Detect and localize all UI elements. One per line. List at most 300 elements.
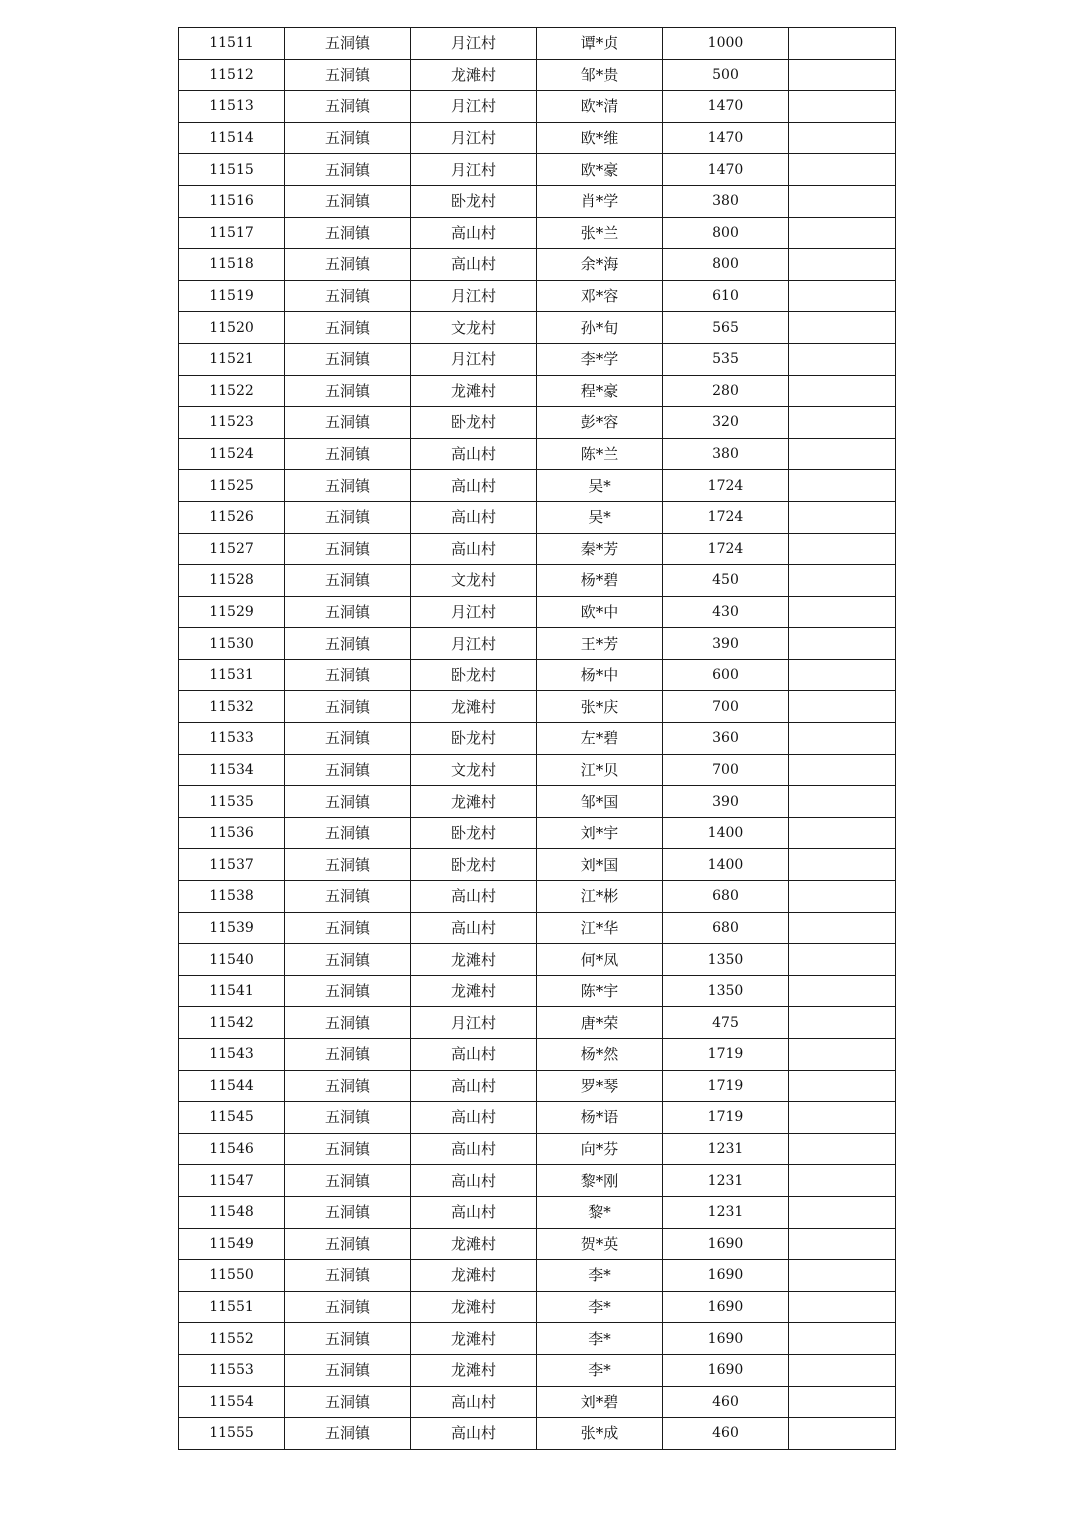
cell-person-name: 彭*容 <box>537 407 663 439</box>
cell-village: 高山村 <box>411 501 537 533</box>
cell-town: 五洞镇 <box>285 1165 411 1197</box>
table-row <box>179 849 896 881</box>
cell-village: 高山村 <box>411 470 537 502</box>
cell-serial-number: 11511 <box>179 28 285 60</box>
table-body <box>179 28 896 1450</box>
cell-person-name: 左*碧 <box>537 723 663 755</box>
cell-village: 月江村 <box>411 122 537 154</box>
cell-town: 五洞镇 <box>285 1386 411 1418</box>
cell-person-name: 吴* <box>537 470 663 502</box>
cell-village: 高山村 <box>411 1070 537 1102</box>
cell-remark <box>789 28 896 60</box>
cell-town: 五洞镇 <box>285 975 411 1007</box>
cell-village: 高山村 <box>411 1196 537 1228</box>
table-row <box>179 1070 896 1102</box>
cell-amount: 430 <box>663 596 789 628</box>
cell-remark <box>789 312 896 344</box>
cell-town: 五洞镇 <box>285 407 411 439</box>
cell-remark <box>789 691 896 723</box>
cell-town: 五洞镇 <box>285 501 411 533</box>
cell-village: 龙滩村 <box>411 59 537 91</box>
cell-amount: 390 <box>663 786 789 818</box>
table-row <box>179 659 896 691</box>
cell-remark <box>789 470 896 502</box>
cell-serial-number: 11552 <box>179 1323 285 1355</box>
cell-serial-number: 11529 <box>179 596 285 628</box>
cell-remark <box>789 154 896 186</box>
cell-amount: 1350 <box>663 975 789 1007</box>
cell-amount: 460 <box>663 1418 789 1450</box>
cell-remark <box>789 1039 896 1071</box>
cell-serial-number: 11541 <box>179 975 285 1007</box>
cell-amount: 280 <box>663 375 789 407</box>
cell-serial-number: 11554 <box>179 1386 285 1418</box>
cell-person-name: 欧*豪 <box>537 154 663 186</box>
cell-amount: 1690 <box>663 1260 789 1292</box>
cell-remark <box>789 817 896 849</box>
cell-person-name: 李* <box>537 1291 663 1323</box>
cell-town: 五洞镇 <box>285 249 411 281</box>
cell-town: 五洞镇 <box>285 1291 411 1323</box>
cell-town: 五洞镇 <box>285 122 411 154</box>
cell-village: 高山村 <box>411 912 537 944</box>
cell-village: 月江村 <box>411 343 537 375</box>
cell-village: 月江村 <box>411 28 537 60</box>
cell-town: 五洞镇 <box>285 1228 411 1260</box>
cell-town: 五洞镇 <box>285 944 411 976</box>
table-row <box>179 1291 896 1323</box>
cell-serial-number: 11538 <box>179 881 285 913</box>
cell-town: 五洞镇 <box>285 1102 411 1134</box>
cell-remark <box>789 881 896 913</box>
table-row <box>179 1260 896 1292</box>
cell-town: 五洞镇 <box>285 28 411 60</box>
cell-remark <box>789 786 896 818</box>
cell-person-name: 李* <box>537 1323 663 1355</box>
cell-village: 龙滩村 <box>411 786 537 818</box>
cell-village: 高山村 <box>411 1039 537 1071</box>
cell-village: 卧龙村 <box>411 659 537 691</box>
cell-village: 高山村 <box>411 1386 537 1418</box>
cell-remark <box>789 438 896 470</box>
table-row <box>179 1354 896 1386</box>
table-row <box>179 691 896 723</box>
cell-village: 卧龙村 <box>411 849 537 881</box>
cell-remark <box>789 1007 896 1039</box>
table-row <box>179 59 896 91</box>
cell-amount: 610 <box>663 280 789 312</box>
cell-remark <box>789 59 896 91</box>
cell-serial-number: 11534 <box>179 754 285 786</box>
cell-person-name: 李* <box>537 1354 663 1386</box>
cell-village: 龙滩村 <box>411 1228 537 1260</box>
cell-remark <box>789 659 896 691</box>
cell-remark <box>789 217 896 249</box>
cell-remark <box>789 1228 896 1260</box>
cell-amount: 600 <box>663 659 789 691</box>
table-row <box>179 122 896 154</box>
table-row <box>179 1228 896 1260</box>
cell-person-name: 刘*宇 <box>537 817 663 849</box>
table-row <box>179 1133 896 1165</box>
cell-town: 五洞镇 <box>285 881 411 913</box>
cell-person-name: 吴* <box>537 501 663 533</box>
cell-remark <box>789 343 896 375</box>
table-row <box>179 817 896 849</box>
cell-village: 龙滩村 <box>411 944 537 976</box>
cell-amount: 680 <box>663 881 789 913</box>
cell-serial-number: 11545 <box>179 1102 285 1134</box>
cell-town: 五洞镇 <box>285 1007 411 1039</box>
cell-serial-number: 11542 <box>179 1007 285 1039</box>
cell-village: 龙滩村 <box>411 375 537 407</box>
cell-village: 月江村 <box>411 1007 537 1039</box>
cell-serial-number: 11512 <box>179 59 285 91</box>
cell-village: 龙滩村 <box>411 1354 537 1386</box>
cell-amount: 1719 <box>663 1070 789 1102</box>
cell-serial-number: 11553 <box>179 1354 285 1386</box>
table-row <box>179 217 896 249</box>
cell-village: 高山村 <box>411 1418 537 1450</box>
cell-serial-number: 11516 <box>179 185 285 217</box>
table-row <box>179 185 896 217</box>
cell-village: 高山村 <box>411 217 537 249</box>
cell-serial-number: 11523 <box>179 407 285 439</box>
cell-person-name: 邓*容 <box>537 280 663 312</box>
table-row <box>179 1196 896 1228</box>
cell-remark <box>789 501 896 533</box>
cell-serial-number: 11528 <box>179 565 285 597</box>
cell-person-name: 张*兰 <box>537 217 663 249</box>
table-row <box>179 249 896 281</box>
cell-remark <box>789 1354 896 1386</box>
cell-amount: 1231 <box>663 1133 789 1165</box>
cell-town: 五洞镇 <box>285 280 411 312</box>
cell-serial-number: 11521 <box>179 343 285 375</box>
cell-town: 五洞镇 <box>285 1323 411 1355</box>
cell-person-name: 邹*贵 <box>537 59 663 91</box>
cell-town: 五洞镇 <box>285 343 411 375</box>
table-row <box>179 1165 896 1197</box>
cell-person-name: 孙*旬 <box>537 312 663 344</box>
cell-amount: 1470 <box>663 154 789 186</box>
cell-person-name: 罗*琴 <box>537 1070 663 1102</box>
cell-person-name: 肖*学 <box>537 185 663 217</box>
cell-town: 五洞镇 <box>285 723 411 755</box>
cell-remark <box>789 596 896 628</box>
cell-remark <box>789 1323 896 1355</box>
cell-village: 高山村 <box>411 1165 537 1197</box>
cell-amount: 380 <box>663 438 789 470</box>
cell-remark <box>789 912 896 944</box>
cell-amount: 475 <box>663 1007 789 1039</box>
cell-serial-number: 11513 <box>179 91 285 123</box>
cell-person-name: 程*豪 <box>537 375 663 407</box>
cell-person-name: 王*芳 <box>537 628 663 660</box>
cell-person-name: 何*凤 <box>537 944 663 976</box>
table-row <box>179 375 896 407</box>
table-row <box>179 154 896 186</box>
cell-town: 五洞镇 <box>285 1133 411 1165</box>
cell-person-name: 陈*宇 <box>537 975 663 1007</box>
cell-person-name: 张*成 <box>537 1418 663 1450</box>
cell-amount: 500 <box>663 59 789 91</box>
table-row <box>179 312 896 344</box>
cell-village: 月江村 <box>411 91 537 123</box>
cell-amount: 1690 <box>663 1323 789 1355</box>
cell-person-name: 杨*然 <box>537 1039 663 1071</box>
cell-amount: 1724 <box>663 470 789 502</box>
cell-town: 五洞镇 <box>285 691 411 723</box>
cell-town: 五洞镇 <box>285 438 411 470</box>
cell-person-name: 邹*国 <box>537 786 663 818</box>
cell-person-name: 江*彬 <box>537 881 663 913</box>
cell-town: 五洞镇 <box>285 1260 411 1292</box>
cell-remark <box>789 1291 896 1323</box>
cell-remark <box>789 185 896 217</box>
table-row <box>179 1418 896 1450</box>
cell-serial-number: 11518 <box>179 249 285 281</box>
cell-amount: 460 <box>663 1386 789 1418</box>
cell-town: 五洞镇 <box>285 312 411 344</box>
cell-serial-number: 11531 <box>179 659 285 691</box>
table-row <box>179 723 896 755</box>
cell-remark <box>789 975 896 1007</box>
cell-amount: 1231 <box>663 1196 789 1228</box>
cell-village: 文龙村 <box>411 754 537 786</box>
cell-amount: 1719 <box>663 1039 789 1071</box>
cell-person-name: 李*学 <box>537 343 663 375</box>
cell-amount: 380 <box>663 185 789 217</box>
cell-town: 五洞镇 <box>285 628 411 660</box>
cell-serial-number: 11539 <box>179 912 285 944</box>
cell-village: 龙滩村 <box>411 975 537 1007</box>
cell-person-name: 杨*中 <box>537 659 663 691</box>
cell-remark <box>789 849 896 881</box>
cell-serial-number: 11514 <box>179 122 285 154</box>
cell-town: 五洞镇 <box>285 375 411 407</box>
cell-person-name: 贺*英 <box>537 1228 663 1260</box>
cell-amount: 700 <box>663 754 789 786</box>
cell-town: 五洞镇 <box>285 596 411 628</box>
cell-remark <box>789 1102 896 1134</box>
cell-amount: 1690 <box>663 1228 789 1260</box>
table-row <box>179 343 896 375</box>
cell-remark <box>789 754 896 786</box>
cell-town: 五洞镇 <box>285 565 411 597</box>
cell-remark <box>789 1070 896 1102</box>
cell-remark <box>789 122 896 154</box>
table-row <box>179 501 896 533</box>
cell-town: 五洞镇 <box>285 533 411 565</box>
cell-amount: 800 <box>663 249 789 281</box>
cell-serial-number: 11537 <box>179 849 285 881</box>
cell-amount: 800 <box>663 217 789 249</box>
cell-serial-number: 11549 <box>179 1228 285 1260</box>
table-row <box>179 881 896 913</box>
cell-person-name: 余*海 <box>537 249 663 281</box>
cell-serial-number: 11551 <box>179 1291 285 1323</box>
cell-serial-number: 11532 <box>179 691 285 723</box>
cell-town: 五洞镇 <box>285 1196 411 1228</box>
cell-serial-number: 11543 <box>179 1039 285 1071</box>
cell-person-name: 欧*维 <box>537 122 663 154</box>
table-row <box>179 912 896 944</box>
cell-remark <box>789 280 896 312</box>
cell-amount: 1724 <box>663 501 789 533</box>
cell-person-name: 李* <box>537 1260 663 1292</box>
cell-serial-number: 11548 <box>179 1196 285 1228</box>
cell-serial-number: 11530 <box>179 628 285 660</box>
table-row <box>179 786 896 818</box>
cell-remark <box>789 407 896 439</box>
cell-serial-number: 11526 <box>179 501 285 533</box>
cell-remark <box>789 723 896 755</box>
cell-person-name: 黎*刚 <box>537 1165 663 1197</box>
cell-amount: 1231 <box>663 1165 789 1197</box>
cell-remark <box>789 628 896 660</box>
cell-serial-number: 11524 <box>179 438 285 470</box>
table-row <box>179 975 896 1007</box>
cell-town: 五洞镇 <box>285 754 411 786</box>
cell-village: 卧龙村 <box>411 407 537 439</box>
cell-amount: 1690 <box>663 1354 789 1386</box>
cell-town: 五洞镇 <box>285 91 411 123</box>
table-row <box>179 1102 896 1134</box>
cell-village: 高山村 <box>411 1102 537 1134</box>
cell-amount: 390 <box>663 628 789 660</box>
cell-town: 五洞镇 <box>285 912 411 944</box>
table-row <box>179 1039 896 1071</box>
cell-person-name: 江*华 <box>537 912 663 944</box>
cell-village: 卧龙村 <box>411 817 537 849</box>
cell-amount: 1719 <box>663 1102 789 1134</box>
cell-amount: 1000 <box>663 28 789 60</box>
table-row <box>179 91 896 123</box>
cell-town: 五洞镇 <box>285 1039 411 1071</box>
table-row <box>179 470 896 502</box>
cell-village: 月江村 <box>411 628 537 660</box>
data-table <box>178 27 896 1450</box>
cell-amount: 700 <box>663 691 789 723</box>
cell-village: 高山村 <box>411 533 537 565</box>
cell-remark <box>789 91 896 123</box>
cell-village: 龙滩村 <box>411 1260 537 1292</box>
cell-amount: 680 <box>663 912 789 944</box>
cell-person-name: 唐*荣 <box>537 1007 663 1039</box>
cell-person-name: 陈*兰 <box>537 438 663 470</box>
cell-serial-number: 11535 <box>179 786 285 818</box>
cell-village: 高山村 <box>411 881 537 913</box>
cell-village: 文龙村 <box>411 312 537 344</box>
cell-town: 五洞镇 <box>285 1418 411 1450</box>
cell-person-name: 谭*贞 <box>537 28 663 60</box>
cell-amount: 1690 <box>663 1291 789 1323</box>
cell-town: 五洞镇 <box>285 849 411 881</box>
cell-serial-number: 11527 <box>179 533 285 565</box>
cell-village: 卧龙村 <box>411 723 537 755</box>
table-row <box>179 754 896 786</box>
cell-town: 五洞镇 <box>285 217 411 249</box>
cell-amount: 535 <box>663 343 789 375</box>
cell-serial-number: 11555 <box>179 1418 285 1450</box>
cell-remark <box>789 1196 896 1228</box>
cell-person-name: 杨*碧 <box>537 565 663 597</box>
cell-village: 文龙村 <box>411 565 537 597</box>
table-row <box>179 1323 896 1355</box>
cell-village: 高山村 <box>411 438 537 470</box>
cell-town: 五洞镇 <box>285 817 411 849</box>
cell-town: 五洞镇 <box>285 1070 411 1102</box>
cell-person-name: 秦*芳 <box>537 533 663 565</box>
cell-remark <box>789 565 896 597</box>
cell-amount: 320 <box>663 407 789 439</box>
cell-person-name: 刘*碧 <box>537 1386 663 1418</box>
table-row <box>179 28 896 60</box>
cell-remark <box>789 375 896 407</box>
cell-serial-number: 11515 <box>179 154 285 186</box>
cell-person-name: 张*庆 <box>537 691 663 723</box>
cell-remark <box>789 249 896 281</box>
cell-village: 龙滩村 <box>411 691 537 723</box>
cell-village: 月江村 <box>411 154 537 186</box>
cell-amount: 450 <box>663 565 789 597</box>
table-row <box>179 628 896 660</box>
cell-remark <box>789 944 896 976</box>
cell-serial-number: 11522 <box>179 375 285 407</box>
cell-remark <box>789 1165 896 1197</box>
cell-village: 月江村 <box>411 596 537 628</box>
cell-serial-number: 11519 <box>179 280 285 312</box>
cell-village: 月江村 <box>411 280 537 312</box>
cell-amount: 1400 <box>663 817 789 849</box>
cell-amount: 1724 <box>663 533 789 565</box>
table-row <box>179 280 896 312</box>
cell-person-name: 欧*中 <box>537 596 663 628</box>
cell-remark <box>789 1260 896 1292</box>
cell-amount: 1470 <box>663 122 789 154</box>
table-row <box>179 533 896 565</box>
cell-person-name: 向*芬 <box>537 1133 663 1165</box>
cell-amount: 1470 <box>663 91 789 123</box>
cell-town: 五洞镇 <box>285 59 411 91</box>
cell-serial-number: 11540 <box>179 944 285 976</box>
cell-town: 五洞镇 <box>285 786 411 818</box>
cell-amount: 565 <box>663 312 789 344</box>
cell-amount: 360 <box>663 723 789 755</box>
cell-serial-number: 11517 <box>179 217 285 249</box>
cell-remark <box>789 1418 896 1450</box>
cell-amount: 1400 <box>663 849 789 881</box>
table-row <box>179 407 896 439</box>
cell-town: 五洞镇 <box>285 154 411 186</box>
cell-serial-number: 11536 <box>179 817 285 849</box>
table-row <box>179 596 896 628</box>
cell-amount: 1350 <box>663 944 789 976</box>
cell-town: 五洞镇 <box>285 185 411 217</box>
cell-serial-number: 11550 <box>179 1260 285 1292</box>
cell-village: 高山村 <box>411 1133 537 1165</box>
cell-village: 高山村 <box>411 249 537 281</box>
table-row <box>179 1007 896 1039</box>
cell-town: 五洞镇 <box>285 1354 411 1386</box>
cell-remark <box>789 1386 896 1418</box>
cell-village: 龙滩村 <box>411 1323 537 1355</box>
cell-person-name: 杨*语 <box>537 1102 663 1134</box>
cell-person-name: 黎* <box>537 1196 663 1228</box>
cell-serial-number: 11520 <box>179 312 285 344</box>
cell-person-name: 刘*国 <box>537 849 663 881</box>
